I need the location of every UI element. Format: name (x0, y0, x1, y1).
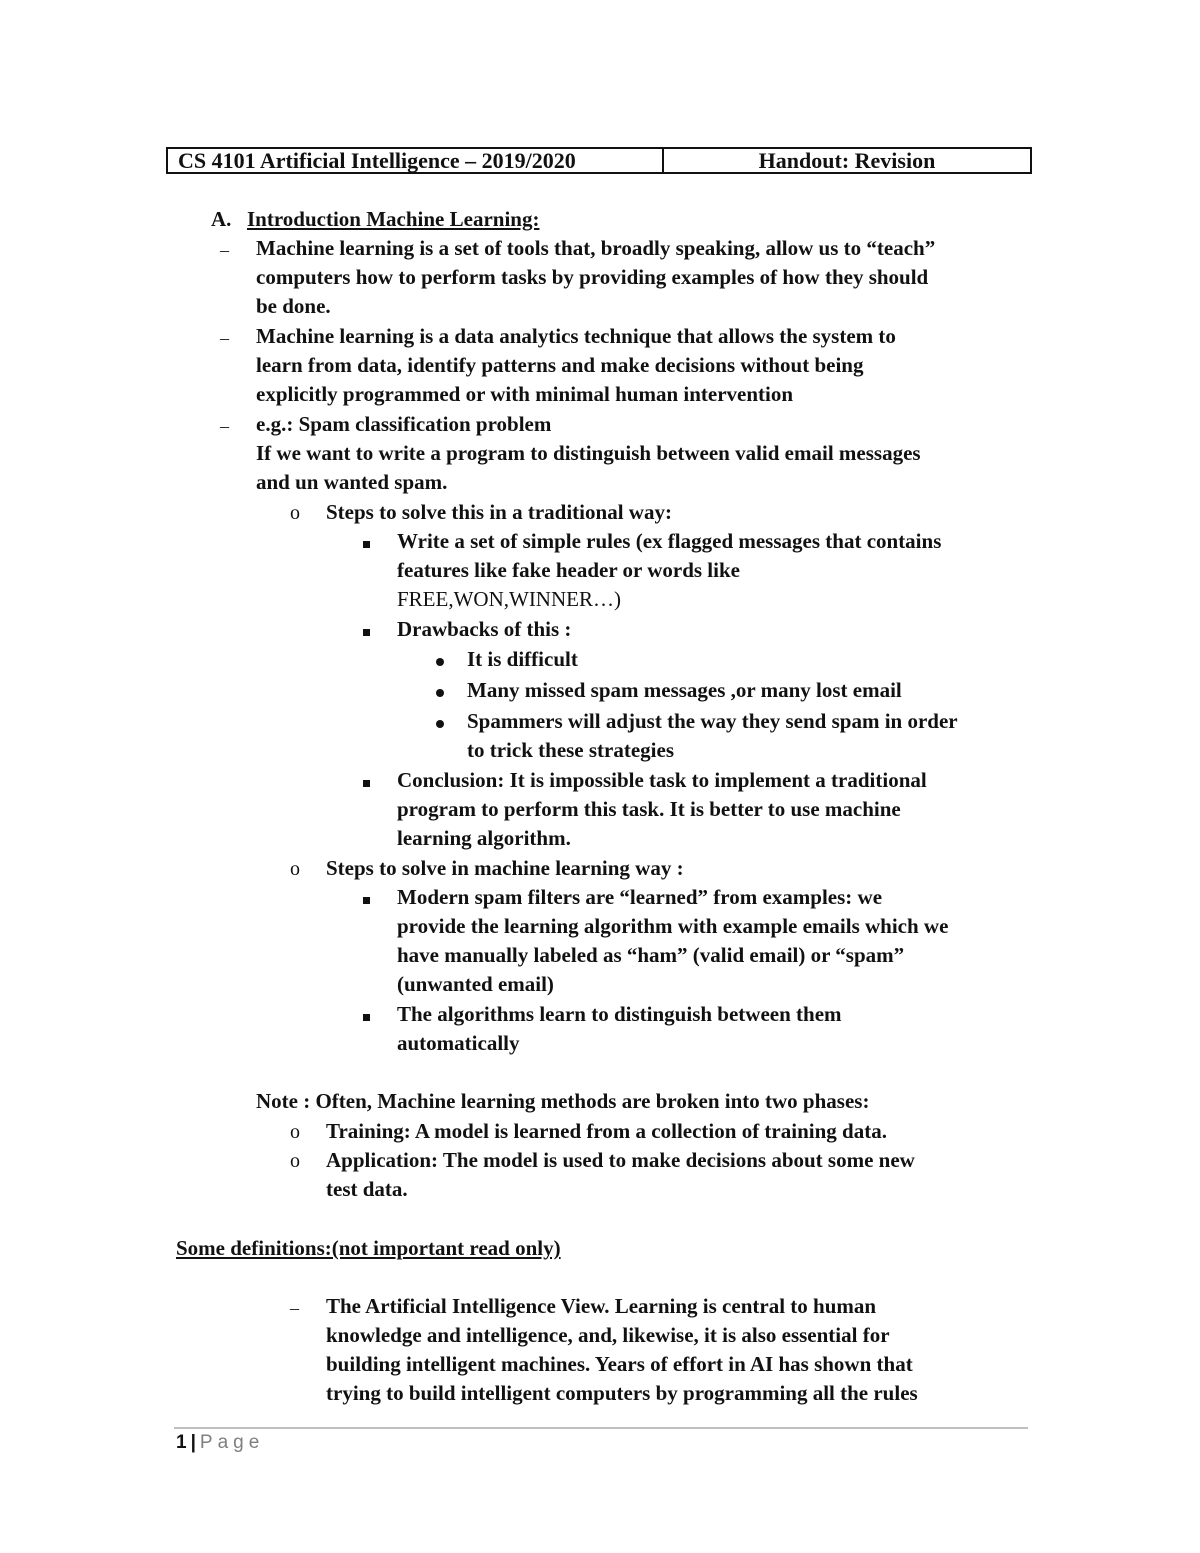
bullet1-line2: computers how to perform tasks by providing examples of how they should (256, 265, 929, 289)
bullet2-line2: learn from data, identify patterns and make decisions without being (256, 353, 864, 377)
drawback-3: Spammers will adjust the way they send spam in order (467, 709, 958, 733)
ml-item1-line3: have manually labeled as “ham” (valid email) or “spam” (397, 943, 905, 967)
rules-line3: FREE,WON,WINNER…) (397, 587, 621, 611)
dash-marker: – (220, 328, 229, 348)
section-title: Introduction Machine Learning: (247, 207, 540, 231)
dot-bullet (436, 707, 444, 736)
circle-marker: o (290, 1150, 300, 1172)
ml-way-heading: Steps to solve in machine learning way : (326, 856, 684, 880)
rules-line1: Write a set of simple rules (ex flagged messages that contains (397, 529, 942, 553)
definitions-title: Some definitions:(not important read only) (176, 1236, 561, 1260)
circle-marker: o (290, 1121, 300, 1143)
page-label: Page (199, 1432, 265, 1453)
bullet3-line2: If we want to write a program to distinguish between valid email messages (256, 441, 921, 465)
dash-marker: – (220, 416, 229, 436)
ai-view-line4: trying to build intelligent computers by programming all the rules (326, 1381, 918, 1405)
ai-view-line2: knowledge and intelligence, and, likewise, it is also essential for (326, 1323, 890, 1347)
conclusion-line3: learning algorithm. (397, 826, 571, 850)
ml-item1-line2: provide the learning algorithm with example emails which we (397, 914, 949, 938)
drawback-3-cont: to trick these strategies (467, 738, 675, 762)
ai-view-line1: The Artificial Intelligence View. Learning is central to human (326, 1294, 877, 1318)
drawback-2: Many missed spam messages ,or many lost email (467, 678, 902, 702)
square-bullet (363, 1000, 370, 1029)
course-title: CS 4101 Artificial Intelligence – 2019/2020 (168, 149, 664, 172)
footer-rule (174, 1427, 1028, 1429)
drawbacks-heading: Drawbacks of this : (397, 617, 572, 641)
note-training: Training: A model is learned from a collection of training data. (326, 1119, 887, 1143)
bullet2-line3: explicitly programmed or with minimal human intervention (256, 382, 794, 406)
square-bullet (363, 527, 370, 556)
ml-item1-line1: Modern spam filters are “learned” from examples: we (397, 885, 883, 909)
rules-line2: features like fake header or words like (397, 558, 740, 582)
handout-title: Handout: Revision (758, 147, 936, 173)
page-footer (176, 1432, 264, 1454)
circle-marker: o (290, 502, 300, 524)
note-application-line2: test data. (326, 1177, 408, 1201)
bullet3-line1: e.g.: Spam classification problem (256, 412, 552, 436)
dot-bullet (436, 645, 444, 674)
ai-view-line3: building intelligent machines. Years of effort in AI has shown that (326, 1352, 913, 1376)
conclusion-line1: Conclusion: It is impossible task to implement a traditional (397, 768, 927, 792)
bullet2-line1: Machine learning is a data analytics technique that allows the system to (256, 324, 896, 348)
circle-marker: o (290, 858, 300, 880)
conclusion-line2: program to perform this task. It is better to use machine (397, 797, 901, 821)
ml-item1-line4: (unwanted email) (397, 972, 554, 996)
footer-separator: | (190, 1432, 196, 1453)
square-bullet (363, 615, 370, 644)
ml-item2-line2: automatically (397, 1031, 520, 1055)
page-number: 1 (176, 1432, 187, 1453)
note-text: Note : Often, Machine learning methods are broken into two phases: (256, 1089, 870, 1113)
bullet1-line3: be done. (256, 294, 331, 318)
square-bullet (363, 766, 370, 795)
traditional-heading: Steps to solve this in a traditional way: (326, 500, 672, 524)
bullet3-line3: and un wanted spam. (256, 470, 448, 494)
dash-marker: – (220, 240, 229, 260)
dash-marker: – (290, 1298, 299, 1318)
note-application-line1: Application: The model is used to make decisions about some new (326, 1148, 915, 1172)
bullet1-line1: Machine learning is a set of tools that, broadly speaking, allow us to “teach” (256, 236, 936, 260)
drawback-1: It is difficult (467, 647, 578, 671)
section-letter: A. (211, 207, 232, 231)
header-table (166, 147, 1032, 174)
square-bullet (363, 883, 370, 912)
dot-bullet (436, 676, 444, 705)
ml-item2-line1: The algorithms learn to distinguish between them (397, 1002, 842, 1026)
